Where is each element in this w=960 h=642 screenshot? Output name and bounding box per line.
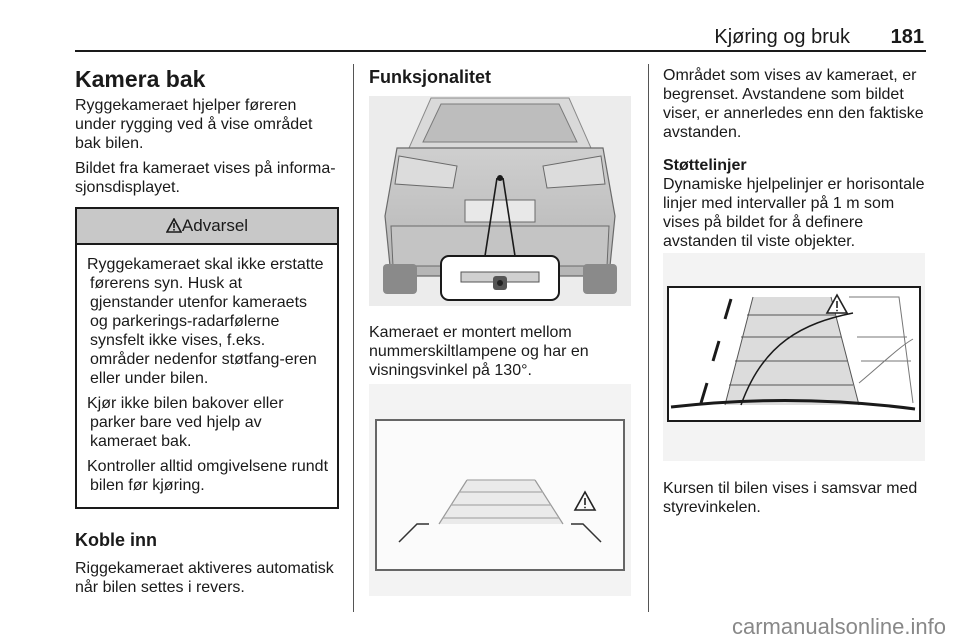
column-divider <box>353 64 354 612</box>
paragraph: Området som vises av kameraet, er begrenset. Avstandene som bildet viser, er annerledes enn den faktiske avstanden. <box>663 67 924 141</box>
column-1 <box>75 66 339 603</box>
warning-paragraph: Kjør ikke bilen bakover eller parker bare ved hjelp av kameraet bak. <box>87 395 284 450</box>
section-title: Kjøring og bruk <box>714 26 850 48</box>
section-heading: Koble inn <box>75 530 157 550</box>
paragraph: Bildet fra kameraet vises på informa-sjonsdisplayet. <box>75 160 336 196</box>
warning-paragraph: Ryggekameraet skal ikke erstatte førerens syn. Husk at gjenstander utenfor kameraets og parkerings-radarfølerne synsfelt ikke vises, f.eks. områder nedenfor støtfang-eren eller under bilen. <box>87 256 324 387</box>
column-2-text <box>369 323 631 386</box>
warning-body <box>77 245 337 507</box>
car-rear-illustration <box>369 96 631 306</box>
warning-title: Advarsel <box>181 216 249 235</box>
guidelines-illustration <box>663 253 925 461</box>
camera-display-drawing <box>369 384 631 596</box>
paragraph: Dynamiske hjelpelinjer er horisontale linjer med intervaller på 1 m som vises på bildet for å definere avstanden til viste objekter. <box>663 176 925 250</box>
column-3 <box>663 66 927 257</box>
warning-triangle-icon <box>166 218 182 233</box>
paragraph: Kursen til bilen vises i samsvar med styrevinkelen. <box>663 480 918 516</box>
paragraph: Kameraet er montert mellom nummerskiltlampene og har en visningsvinkel på 130°. <box>369 324 589 379</box>
header-rule <box>75 50 926 52</box>
section-heading: Funksjonalitet <box>369 67 492 87</box>
paragraph: Ryggekameraet hjelper føreren under rygging ved å vise området bak bilen. <box>75 97 313 152</box>
column-divider <box>648 64 649 612</box>
column-3-text <box>663 479 927 523</box>
warning-header <box>77 209 337 245</box>
page-number: 181 <box>890 26 924 48</box>
camera-display-illustration <box>369 384 631 596</box>
paragraph: Riggekameraet aktiveres automatisk når bilen settes i revers. <box>75 560 334 596</box>
subheading: Støttelinjer <box>663 157 747 174</box>
watermark: carmanualsonline.info <box>731 614 946 639</box>
guidelines-drawing <box>663 253 925 461</box>
warning-box <box>75 207 339 509</box>
car-rear-drawing <box>369 96 631 306</box>
warning-paragraph: Kontroller alltid omgivelsene rundt bilen før kjøring. <box>87 458 329 494</box>
section-heading: Kamera bak <box>75 66 206 92</box>
column-2 <box>369 66 631 96</box>
